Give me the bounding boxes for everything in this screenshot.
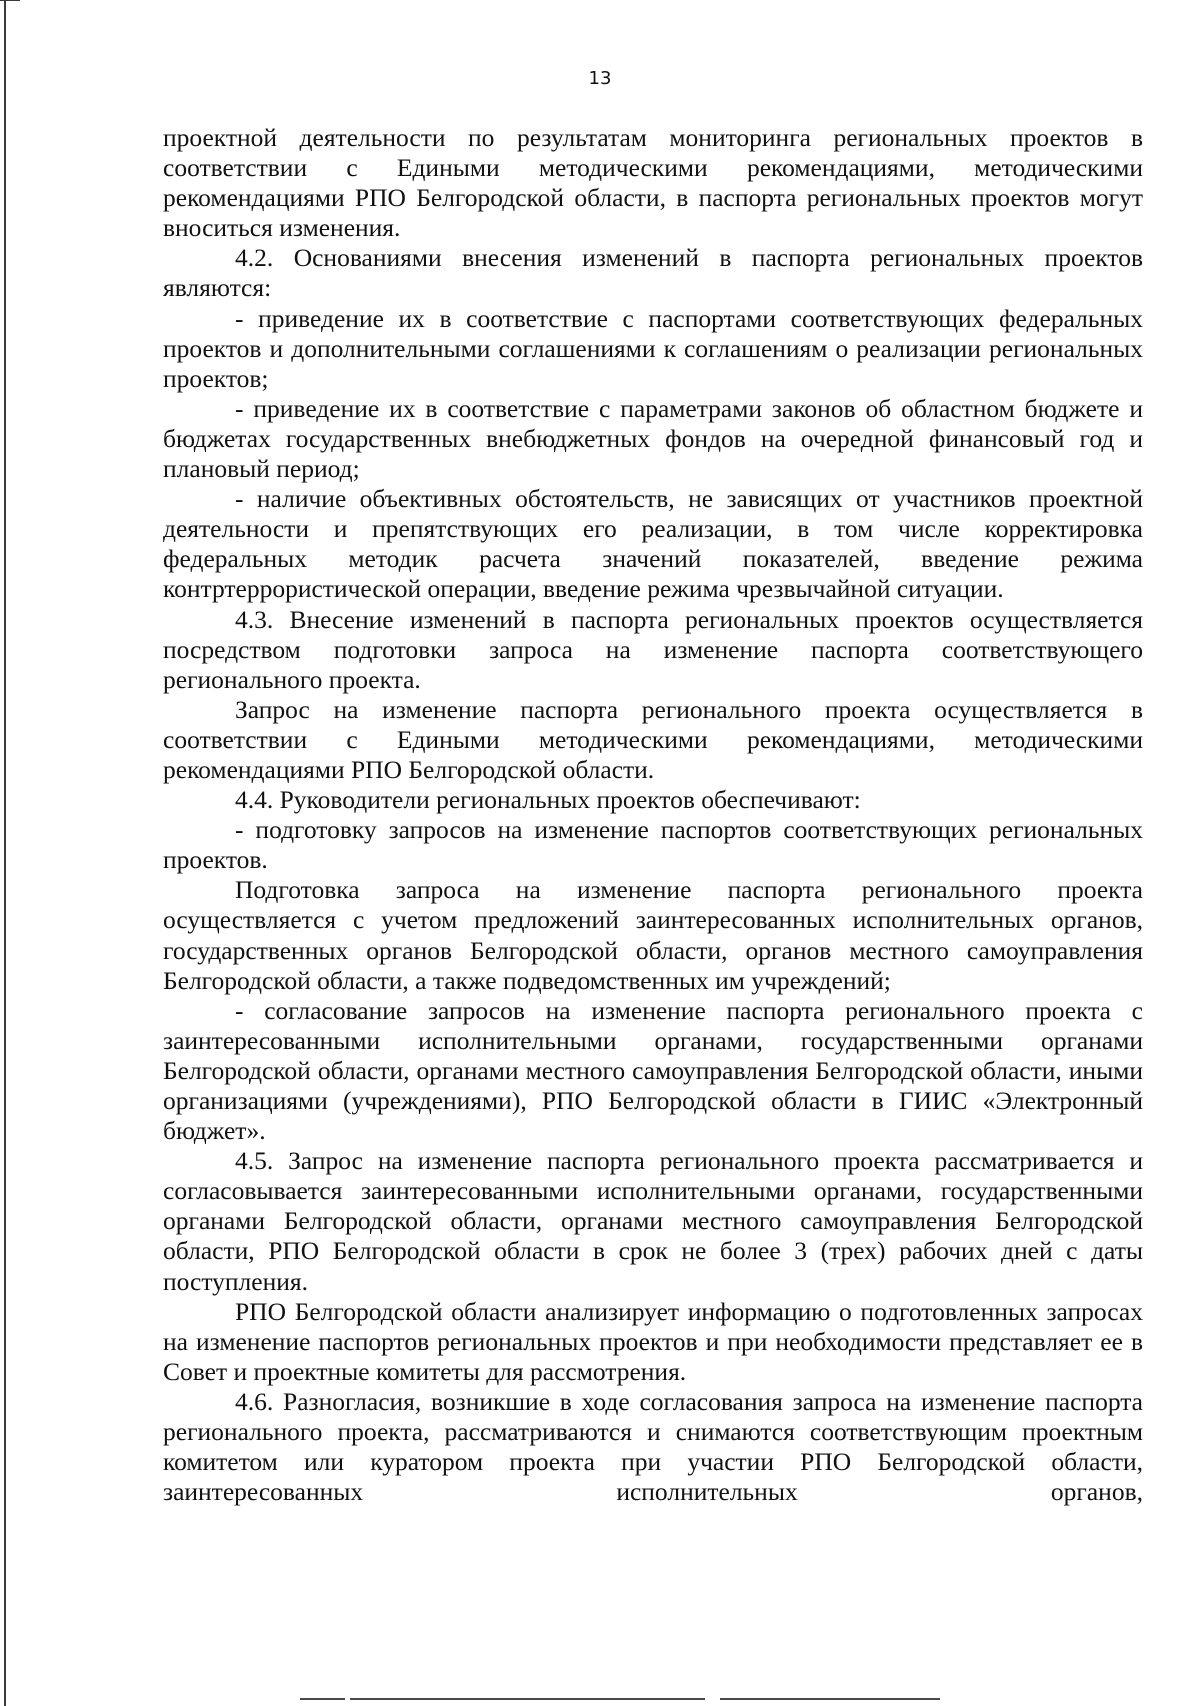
paragraph-4-2: 4.2. Основаниями внесения изменений в паспорта региональных проектов являются: (163, 243, 1143, 303)
list-item-request-preparation: - подготовку запросов на изменение паспортов соответствующих региональных проектов. (163, 815, 1143, 875)
scan-edge-top (0, 0, 20, 1)
paragraph-continuation: проектной деятельности по результатам мониторинга региональных проектов в соответствии с Едиными методическими рекомендациями, методическими рекомендациями РПО Белгородской области, в паспорта региональных проектов могут вноситься изменения. (163, 123, 1143, 243)
paragraph-4-4: 4.4. Руководители региональных проектов обеспечивают: (235, 785, 861, 815)
bottom-rule-segment (720, 1698, 940, 1700)
list-item-objective-circumstances: - наличие объективных обстоятельств, не зависящих от участников проектной деятельности и препятствующих его реализации, в том числе корректировка федеральных методик расчета значений показателей, введение режима контртеррористической операции, введение режима чрезвычайной ситуации. (163, 484, 1143, 604)
paragraph-rpo-analysis: РПО Белгородской области анализирует информацию о подготовленных запросах на изменение паспортов региональных проектов и при необходимости представляет ее в Совет и проектные комитеты для рассмотрения. (163, 1296, 1143, 1386)
list-item-federal-projects: - приведение их в соответствие с паспортами соответствующих федеральных проектов и дополнительными соглашениями к соглашениям о реализации региональных проектов; (163, 303, 1143, 393)
paragraph-4-6: 4.6. Разногласия, возникшие в ходе согласования запроса на изменение паспорта регионального проекта, рассматриваются и снимаются соответствующим проектным комитетом или куратором проекта при участии РПО Белгородской области, заинтересованных исполнительных органов, (163, 1386, 1143, 1507)
bottom-rule-segment (300, 1698, 345, 1700)
list-item-request-approval: - согласование запросов на изменение паспорта регионального проекта с заинтересованными исполнительными органами, государственными органами Белгородской области, органами местного самоуправления Белгородской области, иными организациями (учреждениями), РПО Белгородской области в ГИИС «Электронный бюджет». (163, 995, 1143, 1146)
bottom-rule-segment (350, 1698, 705, 1700)
list-item-budget-laws: - приведение их в соответствие с параметрами законов об областном бюджете и бюджетах государственных внебюджетных фондов на очередной финансовый год и плановый период; (163, 393, 1143, 484)
paragraph-4-3: 4.3. Внесение изменений в паспорта региональных проектов осуществляется посредством подготовки запроса на изменение паспорта соответствующего регионального проекта. (163, 604, 1143, 694)
scan-edge-left (4, 0, 6, 1706)
paragraph-request-preparation-details: Подготовка запроса на изменение паспорта регионального проекта осуществляется с учетом предложений заинтересованных исполнительных органов, государственных органов Белгородской области, органов местного самоуправления Белгородской области, а также подведомственных им учреждений; (163, 875, 1143, 995)
document-body (163, 123, 1143, 1507)
paragraph-request-procedure: Запрос на изменение паспорта регионального проекта осуществляется в соответствии с Едиными методическими рекомендациями, методическими рекомендациями РПО Белгородской области. (163, 694, 1143, 784)
paragraph-4-5: 4.5. Запрос на изменение паспорта регионального проекта рассматривается и согласовывается заинтересованными исполнительными органами, государственными органами Белгородской области, органами местного самоуправления Белгородской области, РПО Белгородской области в срок не более 3 (трех) рабочих дней с даты поступления. (163, 1146, 1143, 1296)
page-number: 13 (588, 68, 612, 89)
